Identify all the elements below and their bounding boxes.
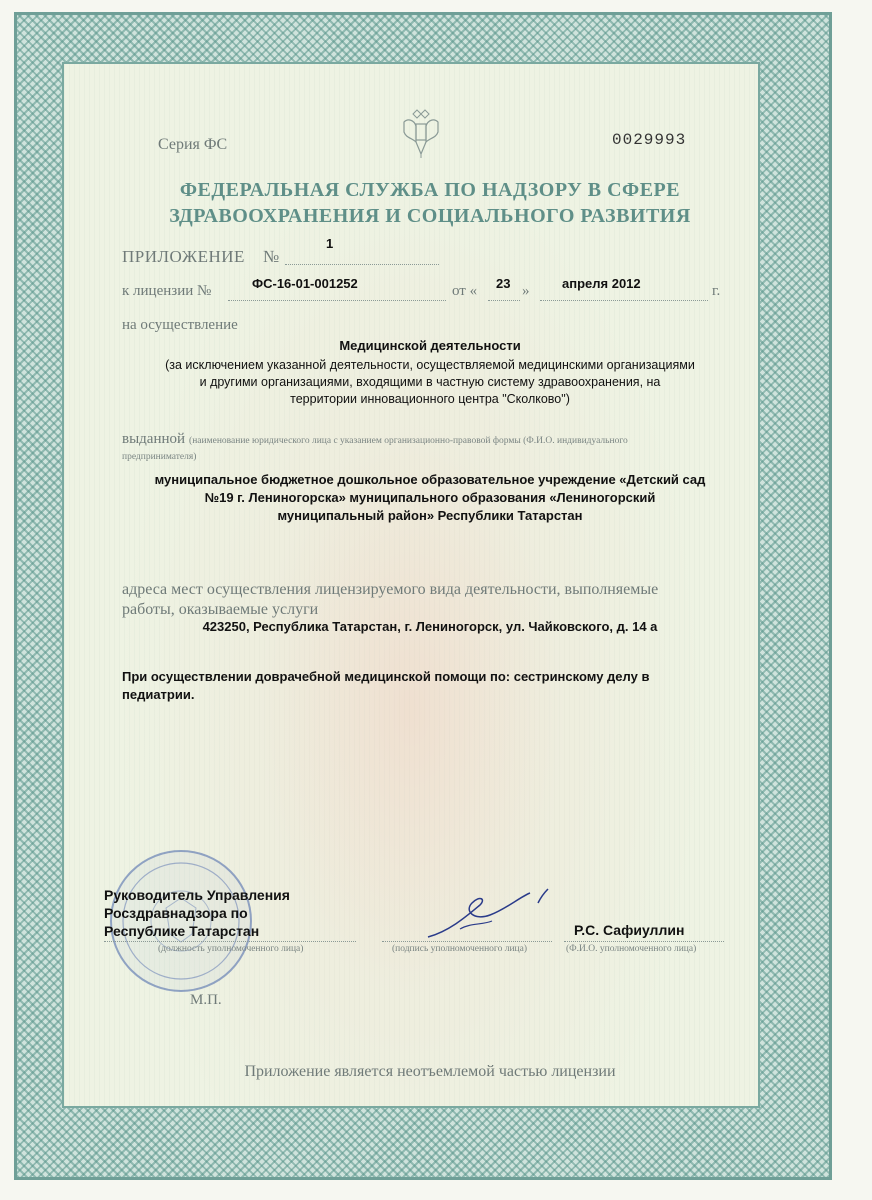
organization-name-line: муниципальный район» Республики Татарстан <box>277 508 583 523</box>
signatory-position-line: Росздравнадзора по <box>104 905 248 921</box>
appendix-number-sign: № <box>263 247 280 266</box>
services-line: При осуществлении доврачебной медицинской помощи по: сестринскому делу в <box>122 669 650 684</box>
appendix-number-line <box>285 264 439 265</box>
activity-details <box>110 357 750 408</box>
name-hint: (Ф.И.О. уполномоченного лица) <box>566 944 697 954</box>
license-month-line <box>540 300 708 301</box>
license-number: ФС-16-01-001252 <box>252 276 358 291</box>
activity-label: на осуществление <box>122 317 238 333</box>
series-label: Серия ФС <box>158 136 228 153</box>
license-day: 23 <box>496 276 511 291</box>
activity-details-line: (за исключением указанной деятельности, осуществляемой медицинскими организациями <box>165 358 695 372</box>
russian-coat-of-arms-icon <box>398 108 444 160</box>
license-number-line <box>228 300 446 301</box>
issued-hint: (наименование юридического лица с указанием организационно-правовой формы (Ф.И.О. индивидуального <box>189 436 628 446</box>
services-text <box>122 668 732 704</box>
signatory-position-line: Руководитель Управления <box>104 887 290 903</box>
license-date-prefix: от « <box>452 283 478 299</box>
issued-label: выданной <box>122 431 186 447</box>
signatory-name: Р.С. Сафиуллин <box>574 922 685 938</box>
signature-line <box>382 941 552 942</box>
signatory-position <box>104 886 290 940</box>
license-year-suffix: г. <box>712 283 721 299</box>
license-month-year: апреля 2012 <box>562 276 641 291</box>
handwritten-signature <box>420 885 570 947</box>
address-label-line: адреса мест осуществления лицензируемого вида деятельности, выполняемые <box>122 581 659 598</box>
name-line <box>564 941 724 942</box>
footer-note: Приложение является неотъемлемой частью лицензии <box>244 1063 616 1080</box>
position-line <box>104 941 356 942</box>
organization-name <box>110 471 750 525</box>
agency-title-line2: ЗДРАВООХРАНЕНИЯ И СОЦИАЛЬНОГО РАЗВИТИЯ <box>169 205 691 227</box>
signature-hint: (подпись уполномоченного лица) <box>392 944 528 954</box>
signatory-position-line: Республике Татарстан <box>104 923 260 939</box>
license-day-line <box>488 300 520 301</box>
agency-title <box>110 177 750 229</box>
appendix-label: ПРИЛОЖЕНИЕ <box>122 247 245 266</box>
activity-details-line: территории инновационного центра "Сколково") <box>290 392 570 406</box>
position-hint: (должность уполномоченного лица) <box>158 944 304 954</box>
address-label <box>122 580 742 620</box>
activity-details-line: и другими организациями, входящими в частную систему здравоохранения, на <box>199 375 661 389</box>
activity-title: Медицинской деятельности <box>339 338 521 353</box>
agency-title-line1: ФЕДЕРАЛЬНАЯ СЛУЖБА ПО НАДЗОРУ В СФЕРЕ <box>179 179 681 201</box>
license-date-mid: » <box>522 283 530 299</box>
services-line: педиатрии. <box>122 687 195 702</box>
organization-name-line: №19 г. Лениногорска» муниципального образования «Лениногорский <box>204 490 656 505</box>
issued-label-block <box>122 431 742 449</box>
appendix-number: 1 <box>326 236 334 251</box>
license-label: к лицензии № <box>122 283 212 299</box>
stamp-place-label: М.П. <box>190 992 222 1008</box>
organization-name-line: муниципальное бюджетное дошкольное образовательное учреждение «Детский сад <box>154 472 706 487</box>
form-number: 0029993 <box>612 131 687 149</box>
issued-hint-line2: предпринимателя) <box>122 452 197 462</box>
address-label-line: работы, оказываемые услуги <box>122 601 319 618</box>
address-value: 423250, Республика Татарстан, г. Лениногорск, ул. Чайковского, д. 14 а <box>202 619 658 634</box>
